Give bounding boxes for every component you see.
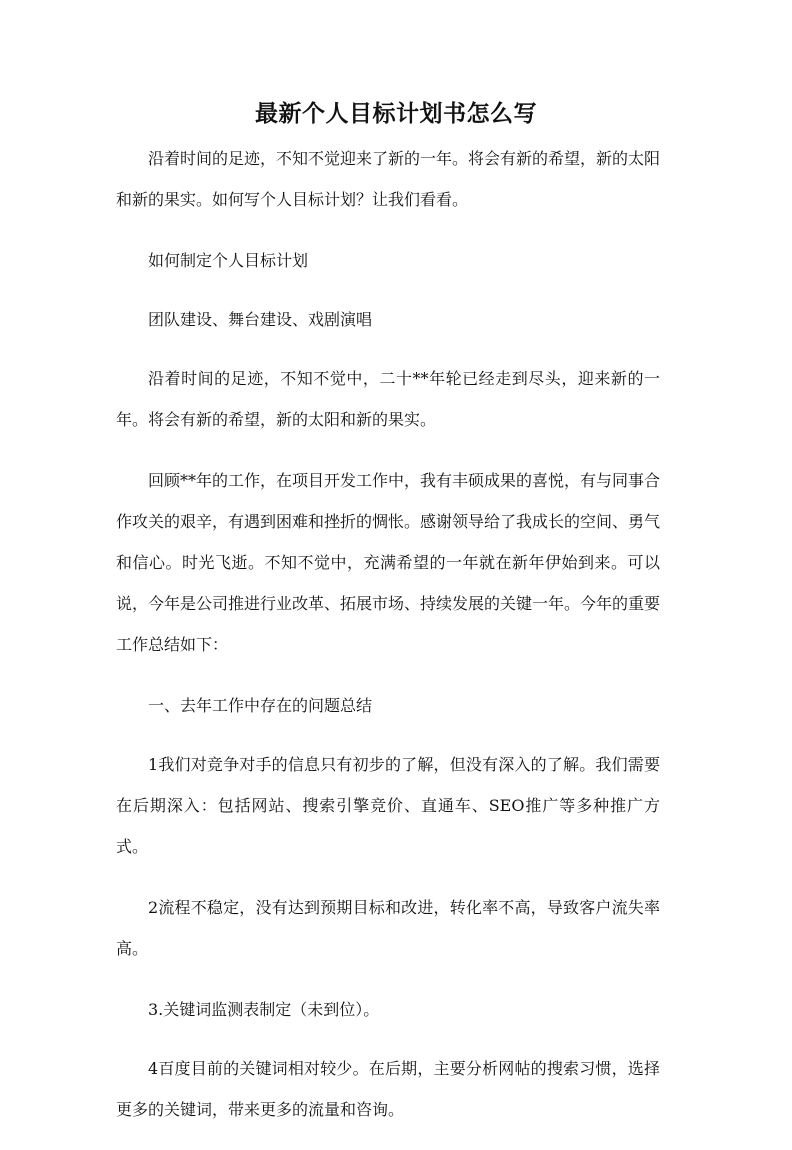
paragraph-item-3: 3.关键词监测表制定（未到位）。 [148,1000,380,1019]
paragraph-time: 沿着时间的足迹，不知不觉中，二十**年轮已经走到尽头，迎来新的一年。将会有新的希望，新的太阳和新的果实。 [116,369,660,429]
paragraph-item-4: 4百度目前的关键词相对较少。在后期，主要分析网帖的搜索习惯，选择更多的关键词，带来更多的流量和咨询。 [116,1059,660,1119]
paragraph-review: 回顾**年的工作，在项目开发工作中，我有丰硕成果的喜悦，有与同事合作攻关的艰辛，有遇到困难和挫折的惆怅。感谢领导给了我成长的空间、勇气和信心。时光飞逝。不知不觉中，充满希望的一年就在新年伊始到来。可以说，今年是公司推进行业改革、拓展市场、持续发展的关键一年。今年的重要工作总结如下： [116,471,661,654]
paragraph-item-1: 1我们对竞争对手的信息只有初步的了解，但没有深入的了解。我们需要在后期深入：包括网站、搜索引擎竞价、直通车、SEO推广等多种推广方式。 [116,755,660,856]
paragraph-heading-how: 如何制定个人目标计划 [148,251,309,270]
paragraph-item-2: 2流程不稳定，没有达到预期目标和改进，转化率不高，导致客户流失率高。 [116,898,660,958]
document-title: 最新个人目标计划书怎么写 [255,100,537,127]
paragraph-team: 团队建设、舞台建设、戏剧演唱 [148,310,373,329]
document-body [116,138,660,1150]
paragraph-intro: 沿着时间的足迹，不知不觉迎来了新的一年。将会有新的希望，新的太阳和新的果实。如何写个人目标计划？让我们看看。 [116,149,661,209]
paragraph-section-one: 一、去年工作中存在的问题总结 [148,696,373,715]
